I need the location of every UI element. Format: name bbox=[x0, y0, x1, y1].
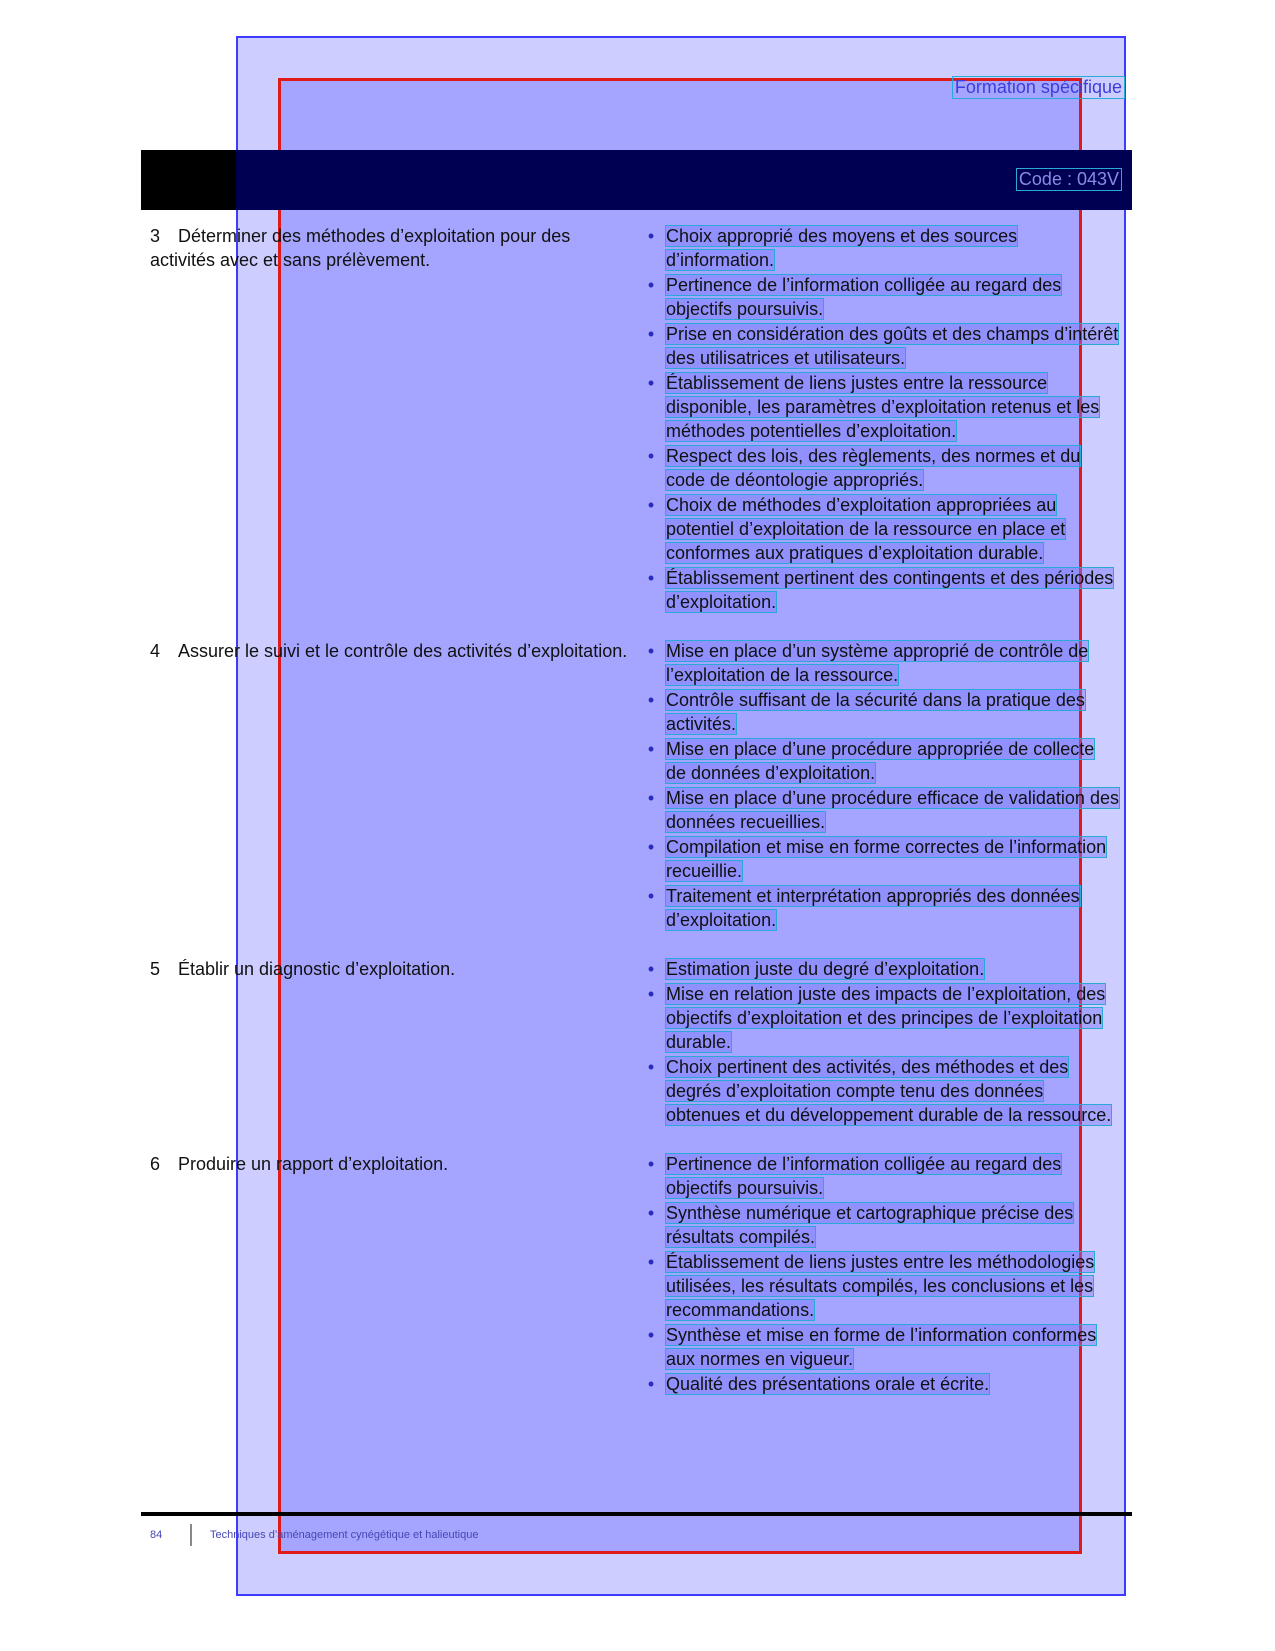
bullet-icon: • bbox=[647, 984, 655, 1004]
bullet-icon: • bbox=[647, 324, 655, 344]
bullet-icon: • bbox=[647, 959, 655, 979]
bullet-icon: • bbox=[647, 1154, 655, 1174]
bullet-icon: • bbox=[647, 739, 655, 759]
bullet-icon: • bbox=[647, 373, 655, 393]
bullet-icon: • bbox=[647, 226, 655, 246]
performance-criteria-list bbox=[644, 224, 1119, 615]
performance-criteria-list bbox=[644, 639, 1119, 933]
footer-separator bbox=[190, 1524, 192, 1546]
element-of-competency bbox=[150, 639, 644, 933]
element-number: 3 bbox=[150, 226, 161, 246]
bullet-icon: • bbox=[647, 568, 655, 588]
page-number: 84 bbox=[150, 1529, 163, 1541]
competency-row-4 bbox=[150, 639, 1125, 933]
criterion-item: • Choix de méthodes d’exploitation appropriées au potentiel d’exploitation de la ressource en place et conformes aux pratiques d’exploitation durable. bbox=[644, 493, 1119, 565]
criterion-item: • Mise en place d’une procédure efficace de validation des données recueillies. bbox=[644, 786, 1119, 834]
bullet-icon: • bbox=[647, 690, 655, 710]
code-banner bbox=[141, 150, 1132, 210]
criterion-item: • Contrôle suffisant de la sécurité dans la pratique des activités. bbox=[644, 688, 1119, 736]
section-label: Formation spécifique bbox=[952, 76, 1125, 99]
bullet-icon: • bbox=[647, 886, 655, 906]
criterion-item: • Respect des lois, des règlements, des normes et du code de déontologie appropriés. bbox=[644, 444, 1119, 492]
criterion-item: • Établissement de liens justes entre les méthodologies utilisées, les résultats compilés, les conclusions et les recommandations. bbox=[644, 1250, 1119, 1322]
bullet-icon: • bbox=[647, 1057, 655, 1077]
performance-criteria-list bbox=[644, 1152, 1119, 1397]
element-title: Déterminer des méthodes d’exploitation pour des activités avec et sans prélèvement. bbox=[150, 226, 571, 270]
footer-rule bbox=[141, 1512, 1132, 1516]
bullet-icon: • bbox=[647, 1252, 655, 1272]
criterion-item: • Choix approprié des moyens et des sources d’information. bbox=[644, 224, 1119, 272]
bullet-icon: • bbox=[647, 641, 655, 661]
bullet-icon: • bbox=[647, 837, 655, 857]
bullet-icon: • bbox=[647, 1374, 655, 1394]
page-footer bbox=[150, 1524, 478, 1546]
bullet-icon: • bbox=[647, 788, 655, 808]
criterion-item: • Mise en place d’un système approprié de contrôle de l’exploitation de la ressource. bbox=[644, 639, 1119, 687]
criterion-item: • Qualité des présentations orale et écrite. bbox=[644, 1372, 1119, 1396]
element-number: 5 bbox=[150, 959, 161, 979]
criterion-item: • Mise en place d’une procédure appropriée de collecte de données d’exploitation. bbox=[644, 737, 1119, 785]
criterion-item: • Mise en relation juste des impacts de l’exploitation, des objectifs d’exploitation et des principes de l’exploitation durable. bbox=[644, 982, 1119, 1054]
criterion-item: • Établissement de liens justes entre la ressource disponible, les paramètres d’exploitation retenus et les méthodes potentielles d’exploitation. bbox=[644, 371, 1119, 443]
bullet-icon: • bbox=[647, 275, 655, 295]
program-title: Techniques d’aménagement cynégétique et halieutique bbox=[210, 1529, 479, 1541]
criterion-item: • Traitement et interprétation appropriés des données d’exploitation. bbox=[644, 884, 1119, 932]
code-banner-cap bbox=[141, 150, 236, 210]
criterion-item: • Établissement pertinent des contingents et des périodes d’exploitation. bbox=[644, 566, 1119, 614]
bullet-icon: • bbox=[647, 1203, 655, 1223]
element-of-competency bbox=[150, 1152, 644, 1397]
competency-row-3 bbox=[150, 224, 1125, 615]
criterion-item: • Synthèse numérique et cartographique précise des résultats compilés. bbox=[644, 1201, 1119, 1249]
criterion-item: • Compilation et mise en forme correctes de l’information recueillie. bbox=[644, 835, 1119, 883]
bullet-icon: • bbox=[647, 446, 655, 466]
competency-row-6 bbox=[150, 1152, 1125, 1397]
element-number: 6 bbox=[150, 1154, 161, 1174]
performance-criteria-list bbox=[644, 957, 1119, 1128]
criterion-item: • Prise en considération des goûts et des champs d’intérêt des utilisatrices et utilisateurs. bbox=[644, 322, 1119, 370]
criterion-item: • Estimation juste du degré d’exploitation. bbox=[644, 957, 1119, 981]
competency-code: Code : 043V bbox=[1016, 168, 1122, 191]
element-of-competency bbox=[150, 224, 644, 615]
element-title: Assurer le suivi et le contrôle des activités d’exploitation. bbox=[178, 641, 628, 661]
element-of-competency bbox=[150, 957, 644, 1128]
criterion-item: • Pertinence de l’information colligée au regard des objectifs poursuivis. bbox=[644, 1152, 1119, 1200]
bullet-icon: • bbox=[647, 495, 655, 515]
competency-row-5 bbox=[150, 957, 1125, 1128]
element-title: Établir un diagnostic d’exploitation. bbox=[178, 959, 456, 979]
bullet-icon: • bbox=[647, 1325, 655, 1345]
element-number: 4 bbox=[150, 641, 161, 661]
competency-table bbox=[150, 224, 1125, 1397]
criterion-item: • Pertinence de l’information colligée au regard des objectifs poursuivis. bbox=[644, 273, 1119, 321]
criterion-item: • Synthèse et mise en forme de l’information conformes aux normes en vigueur. bbox=[644, 1323, 1119, 1371]
element-title: Produire un rapport d’exploitation. bbox=[178, 1154, 449, 1174]
criterion-item: • Choix pertinent des activités, des méthodes et des degrés d’exploitation compte tenu des données obtenues et du développement durable de la ressource. bbox=[644, 1055, 1119, 1127]
